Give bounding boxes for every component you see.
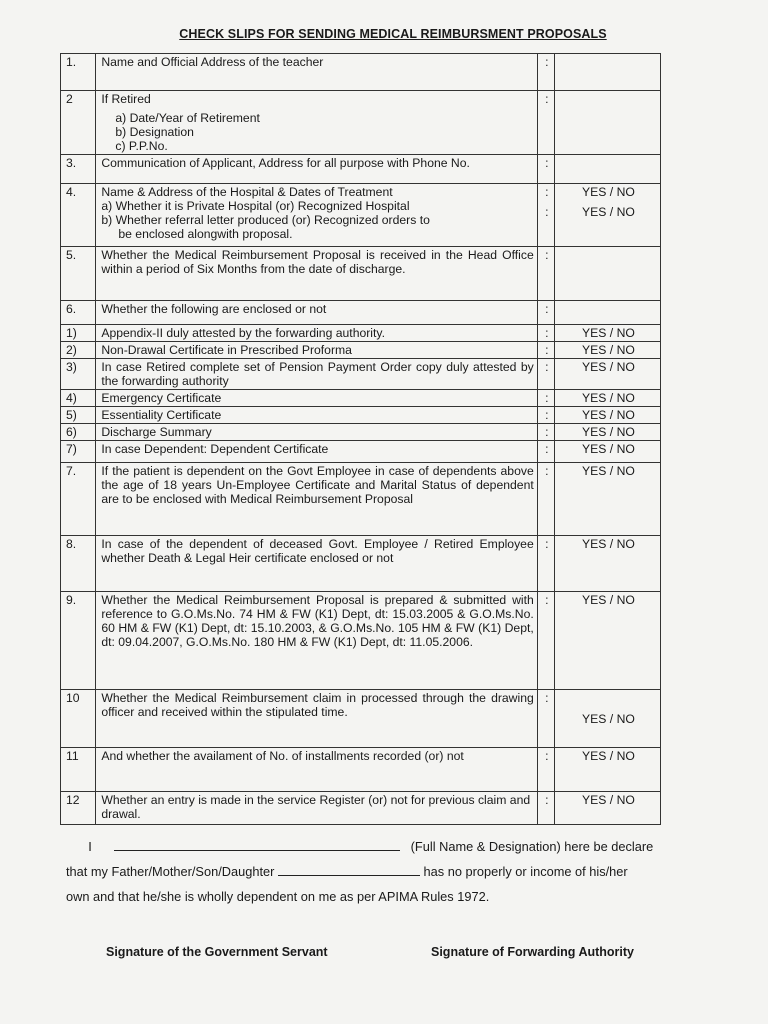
row-answer: YES / NO (554, 792, 660, 825)
row-answer (554, 301, 660, 325)
table-row (61, 342, 661, 359)
declaration-line-3: own and that he/she is wholly dependent on me as per APIMA Rules 1972. (66, 889, 490, 904)
table-row (61, 441, 661, 463)
declaration-part3: has no properly or income of his/her (423, 864, 628, 879)
row-colon: : (537, 748, 554, 792)
table-row (61, 91, 661, 155)
sub-item: b) Designation (115, 125, 194, 139)
row-colon: : (537, 536, 554, 592)
row-description: Whether an entry is made in the service Register (or) not for previous claim and drawal. (96, 792, 537, 825)
row-colon: : (537, 407, 554, 424)
row-number: 5. (61, 247, 96, 301)
row-number: 6) (61, 424, 96, 441)
table-row (61, 325, 661, 342)
row-colon: : (537, 247, 554, 301)
row-answer: YES / NO (554, 463, 660, 536)
row-colon: : (537, 301, 554, 325)
row-number: 12 (61, 792, 96, 825)
check-slip-table (60, 53, 661, 825)
retirement-sub-items (115, 111, 533, 153)
row-description: Essentiality Certificate (96, 407, 537, 424)
row-description (96, 91, 537, 155)
table-row (61, 424, 661, 441)
row-answer: YES / NO (554, 407, 660, 424)
row-description-text: Name & Address of the Hospital & Dates of Treatment (101, 185, 393, 199)
row-colon: : (537, 325, 554, 342)
row-description: In case Retired complete set of Pension Payment Order copy duly attested by the forwarding authority (96, 359, 537, 390)
row-answer (554, 155, 660, 184)
row-description-text: If Retired (101, 92, 151, 106)
row-description: Whether the Medical Reimbursement claim in processed through the drawing officer and received within the stipulated time. (96, 690, 537, 748)
row-number: 9. (61, 592, 96, 690)
row-colon: : (537, 54, 554, 91)
row-answer (554, 91, 660, 155)
row-answer: YES / NO (554, 441, 660, 463)
row-description: In case of the dependent of deceased Govt. Employee / Retired Employee whether Death & Legal Heir certificate enclosed or not (96, 536, 537, 592)
document-title: CHECK SLIPS FOR SENDING MEDICAL REIMBURSMENT PROPOSALS (179, 27, 607, 41)
row-number: 3) (61, 359, 96, 390)
table-row (61, 184, 661, 247)
row-answer: YES / NO (554, 592, 660, 690)
forwarding-authority-signature: Signature of Forwarding Authority (431, 945, 635, 959)
row-colon: : (537, 463, 554, 536)
table-row (61, 690, 661, 748)
row-colon: : (537, 390, 554, 407)
row-description: Communication of Applicant, Address for all purpose with Phone No. (96, 155, 537, 184)
row-colon: : (537, 441, 554, 463)
row-description: If the patient is dependent on the Govt Employee in case of dependents above the age of 18 years Un-Employee Certificate and Marital Status of dependent are to be enclosed with Medical Reimbursement Proposal (96, 463, 537, 536)
row-colon: : (537, 91, 554, 155)
row-colon: : (537, 359, 554, 390)
row-number: 7) (61, 441, 96, 463)
table-row (61, 748, 661, 792)
row-description: Name and Official Address of the teacher (96, 54, 537, 91)
row-colon: : (537, 155, 554, 184)
row-description: Appendix-II duly attested by the forwarding authority. (96, 325, 537, 342)
row-description: And whether the availament of No. of installments recorded (or) not (96, 748, 537, 792)
row-description: Whether the following are enclosed or not (96, 301, 537, 325)
row-colon: : (537, 342, 554, 359)
row-number: 6. (61, 301, 96, 325)
table-row (61, 247, 661, 301)
row-number: 5) (61, 407, 96, 424)
row-number: 7. (61, 463, 96, 536)
row-number: 4. (61, 184, 96, 247)
table-row (61, 463, 661, 536)
table-row (61, 359, 661, 390)
row-description: Non-Drawal Certificate in Prescribed Proforma (96, 342, 537, 359)
table-row (61, 54, 661, 91)
sub-item: a) Date/Year of Retirement (115, 111, 260, 125)
table-row (61, 536, 661, 592)
row-number: 2) (61, 342, 96, 359)
row-number: 1) (61, 325, 96, 342)
row-answer: YES / NO (554, 424, 660, 441)
row-number: 4) (61, 390, 96, 407)
row-description: Whether the Medical Reimbursement Proposal is received in the Head Office within a period of Six Months from the date of discharge. (96, 247, 537, 301)
table-row (61, 792, 661, 825)
declaration-part2: that my Father/Mother/Son/Daughter (66, 864, 275, 879)
row-answer: YES / NO (554, 342, 660, 359)
row-number: 8. (61, 536, 96, 592)
declaration-line-1 (66, 834, 718, 859)
row-answer (554, 247, 660, 301)
row-colon: : (537, 592, 554, 690)
colon-a: : (545, 185, 549, 199)
declaration-i: I (88, 839, 92, 854)
sub-item: c) P.P.No. (115, 139, 168, 153)
row-colon (537, 184, 554, 247)
sub-item: a) Whether it is Private Hospital (or) Recognized Hospital (101, 199, 410, 213)
declaration-part1: (Full Name & Designation) here be declare (410, 839, 654, 854)
row-answer: YES / NO (554, 536, 660, 592)
table-row (61, 592, 661, 690)
row-number: 10 (61, 690, 96, 748)
row-description: Whether the Medical Reimbursement Proposal is prepared & submitted with reference to G.O.Ms.No. 74 HM & FW (K1) Dept, dt: 15.03.2005 & G.O.Ms.No. 60 HM & FW (K1) Dept, dt: 15.10.2003, & G.O.Ms.No. 105 HM & FW (K1) Dept, dt: 09.04.2007, G.O.Ms.No. 180 HM & FW (K1) Dept, dt: 11.05.2006. (96, 592, 537, 690)
government-servant-signature: Signature of the Government Servant (106, 945, 328, 959)
row-number: 3. (61, 155, 96, 184)
sub-item: b) Whether referral letter produced (or) Recognized orders to (101, 213, 430, 227)
declaration-line-2 (66, 859, 718, 884)
answer-yes-no: YES / NO (582, 185, 635, 199)
row-answer: YES / NO (554, 359, 660, 390)
sub-item-continued: be enclosed alongwith proposal. (118, 227, 293, 241)
row-description (96, 184, 537, 247)
table-row (61, 407, 661, 424)
declaration-paragraph (66, 834, 718, 909)
row-colon: : (537, 690, 554, 748)
row-number: 11 (61, 748, 96, 792)
colon-b: : (545, 205, 549, 219)
row-number: 2 (61, 91, 96, 155)
row-answer (554, 54, 660, 91)
row-answer: YES / NO (554, 325, 660, 342)
row-answer: YES / NO (554, 390, 660, 407)
row-answer (554, 184, 660, 247)
row-number: 1. (61, 54, 96, 91)
row-description: Emergency Certificate (96, 390, 537, 407)
row-description: In case Dependent: Dependent Certificate (96, 441, 537, 463)
row-answer: YES / NO (554, 690, 660, 748)
answer-yes-no: YES / NO (582, 205, 635, 219)
row-colon: : (537, 424, 554, 441)
table-row (61, 155, 661, 184)
row-colon: : (537, 792, 554, 825)
relation-name-blank[interactable] (278, 862, 420, 876)
row-description: Discharge Summary (96, 424, 537, 441)
table-row (61, 390, 661, 407)
full-name-blank[interactable] (114, 837, 400, 851)
table-row (61, 301, 661, 325)
row-answer: YES / NO (554, 748, 660, 792)
